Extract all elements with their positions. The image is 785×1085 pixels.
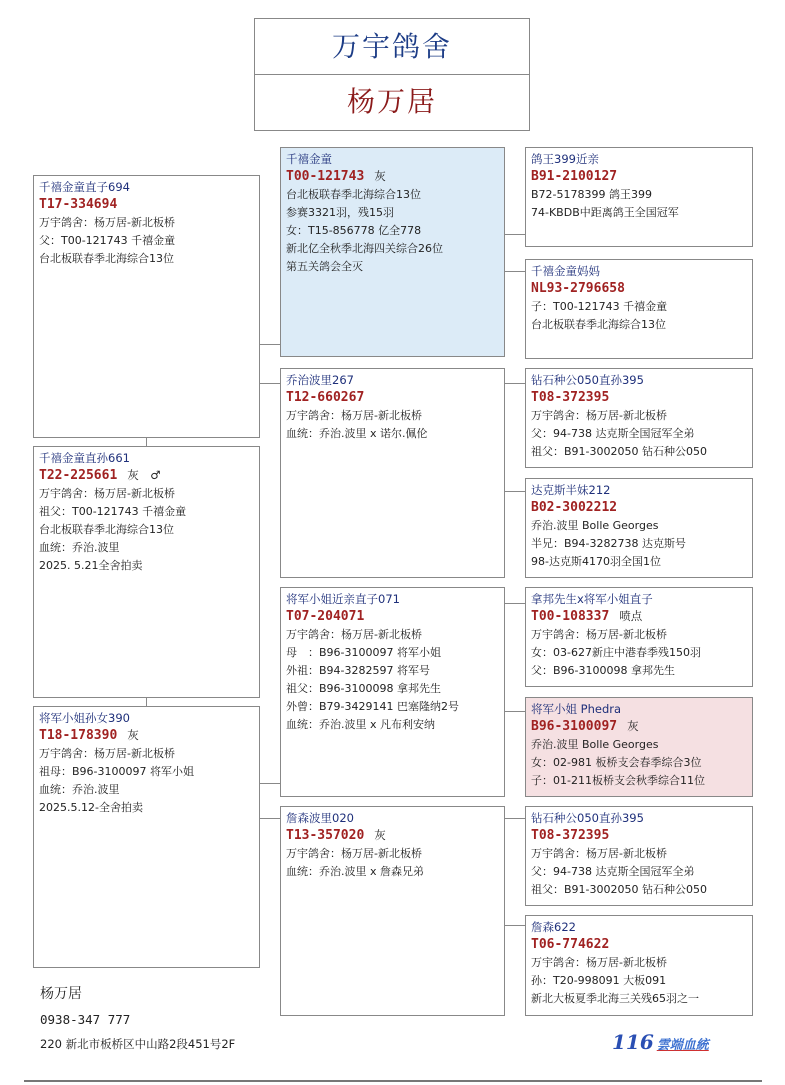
owner-title: 杨万居: [254, 74, 530, 131]
connector-line: [505, 711, 525, 712]
ring-number: NL93-2796658: [531, 281, 625, 296]
detail-line: 参赛3321羽，残15羽: [286, 206, 394, 219]
pigeon-name: 千禧金童妈妈: [531, 264, 600, 278]
grandparent-card[interactable]: [525, 806, 753, 906]
owner-name: 杨万居: [40, 986, 82, 1002]
detail-line: 万宇鸽舍：杨万居-新北板桥: [286, 409, 422, 422]
detail-line: 祖父：T00-121743 千禧金童: [39, 505, 187, 518]
ring-number: T17-334694: [39, 197, 118, 212]
parent-card[interactable]: [280, 587, 505, 797]
pigeon-name: 拿邦先生x将军小姐直子: [531, 592, 653, 606]
connector-line: [505, 271, 525, 272]
connector-line: [505, 603, 525, 604]
detail-line: 台北板联春季北海综合13位: [39, 523, 174, 536]
detail-line: 乔治.波里 Bolle Georges: [531, 738, 659, 751]
connector-line: [505, 925, 525, 926]
connector-line: [505, 234, 525, 235]
detail-line: 父：B96-3100098 拿邦先生: [531, 664, 675, 677]
detail-line: 台北板联春季北海综合13位: [286, 188, 421, 201]
ring-number: B96-3100097 灰: [531, 719, 639, 734]
pigeon-name: 将军小姐近亲直子071: [286, 592, 400, 606]
detail-line: 外祖：B94-3282597 将军号: [286, 664, 430, 677]
detail-line: 血统：乔治.波里: [39, 783, 120, 796]
pigeon-name: 千禧金童直子694: [39, 180, 130, 194]
pigeon-name: 詹森波里020: [286, 811, 354, 825]
logo-text: 雲端血統: [656, 1038, 709, 1053]
pigeon-name: 钻石种公050直孙395: [531, 373, 644, 387]
detail-line: 98-达克斯4170羽全国1位: [531, 555, 661, 568]
detail-line: 血统：乔治.波里 x 诺尔.佩伦: [286, 427, 428, 440]
detail-line: 外曾：B79-3429141 巴塞隆纳2号: [286, 700, 459, 713]
detail-line: 第五关鸽会全灭: [286, 260, 363, 273]
connector-line: [260, 383, 280, 384]
color-sex: 灰 ♂: [127, 468, 161, 482]
divider: [24, 1080, 762, 1082]
detail-line: 血统：乔治.波里 x 詹森兄弟: [286, 865, 424, 878]
subject-card[interactable]: [33, 446, 260, 698]
ring-number: T00-121743 灰: [286, 169, 386, 184]
detail-line: 女：T15-856778 亿全778: [286, 224, 422, 237]
pigeon-name: 千禧金童直孙661: [39, 451, 130, 465]
ring-number: B02-3002212: [531, 500, 618, 515]
detail-line: 74-KBDB中距离鸽王全国冠军: [531, 206, 679, 219]
pigeon-name: 将军小姐 Phedra: [531, 702, 622, 716]
color-sex: 灰: [627, 719, 639, 733]
detail-line: 子：T00-121743 千禧金童: [531, 300, 668, 313]
ring-number: T00-108337 喷点: [531, 609, 643, 624]
connector-line: [505, 383, 525, 384]
color-sex: 灰: [374, 828, 386, 842]
detail-line: 万宇鸽舍：杨万居-新北板桥: [531, 847, 667, 860]
detail-line: 祖父：B96-3100098 拿邦先生: [286, 682, 441, 695]
logo-number: 116: [612, 1030, 654, 1054]
grandparent-card[interactable]: [525, 478, 753, 578]
detail-line: 万宇鸽舍：杨万居-新北板桥: [286, 628, 422, 641]
detail-line: 万宇鸽舍：杨万居-新北板桥: [39, 487, 175, 500]
connector-line: [146, 697, 147, 706]
owner-address: 220 新北市板桥区中山路2段451号2F: [40, 1037, 236, 1051]
grandparent-card[interactable]: [525, 915, 753, 1016]
pigeon-name: 达克斯半妹212: [531, 483, 611, 497]
detail-line: 父：94-738 达克斯全国冠军全弟: [531, 427, 695, 440]
detail-line: 女：02-981 板桥支会春季综合3位: [531, 756, 702, 769]
detail-line: 乔治.波里 Bolle Georges: [531, 519, 659, 532]
ring-number: T08-372395: [531, 828, 610, 843]
pigeon-name: 将军小姐孙女390: [39, 711, 130, 725]
parent-card[interactable]: [280, 147, 505, 357]
detail-line: 万宇鸽舍：杨万居-新北板桥: [39, 216, 175, 229]
detail-line: 新北亿全秋季北海四关综合26位: [286, 242, 443, 255]
detail-line: 子：01-211板桥支会秋季综合11位: [531, 774, 705, 787]
detail-line: 父：94-738 达克斯全国冠军全弟: [531, 865, 695, 878]
detail-line: 台北板联春季北海综合13位: [531, 318, 666, 331]
parent-card[interactable]: [280, 806, 505, 1016]
detail-line: 祖父：B91-3002050 钻石种公050: [531, 445, 707, 458]
detail-line: 万宇鸽舍：杨万居-新北板桥: [531, 409, 667, 422]
detail-line: 祖父：B91-3002050 钻石种公050: [531, 883, 707, 896]
parent-card[interactable]: [280, 368, 505, 578]
ring-number: T07-204071: [286, 609, 365, 624]
detail-line: 母 ：B96-3100097 将军小姐: [286, 646, 441, 659]
detail-line: 万宇鸽舍：杨万居-新北板桥: [286, 847, 422, 860]
detail-line: 半兄：B94-3282738 达克斯号: [531, 537, 686, 550]
subject-card[interactable]: [33, 706, 260, 968]
detail-line: 新北大板夏季北海三关残65羽之一: [531, 992, 699, 1005]
detail-line: 血统：乔治.波里: [39, 541, 120, 554]
connector-line: [505, 491, 525, 492]
detail-line: 万宇鸽舍：杨万居-新北板桥: [531, 628, 667, 641]
detail-line: 万宇鸽舍：杨万居-新北板桥: [531, 956, 667, 969]
grandparent-card[interactable]: [525, 587, 753, 687]
pigeon-name: 詹森622: [531, 920, 576, 934]
ring-number: B91-2100127: [531, 169, 618, 184]
detail-line: 孙：T20-998091 大板091: [531, 974, 667, 987]
ring-number: T18-178390 灰: [39, 728, 139, 743]
connector-line: [260, 783, 280, 784]
detail-line: B72-5178399 鸽王399: [531, 188, 652, 201]
brand-logo: [612, 1030, 709, 1054]
grandparent-card[interactable]: [525, 697, 753, 797]
pigeon-name: 鸽王399近亲: [531, 152, 599, 166]
detail-line: 父：T00-121743 千禧金童: [39, 234, 176, 247]
ring-number: T06-774622: [531, 937, 610, 952]
detail-line: 女：03-627新庄中港春季残150羽: [531, 646, 701, 659]
color-sex: 喷点: [619, 609, 643, 623]
detail-line: 祖母：B96-3100097 将军小姐: [39, 765, 194, 778]
color-sex: 灰: [374, 169, 386, 183]
connector-line: [505, 818, 525, 819]
pigeon-name: 钻石种公050直孙395: [531, 811, 644, 825]
grandparent-card[interactable]: [525, 259, 753, 359]
pigeon-name: 千禧金童: [286, 152, 332, 166]
detail-line: 台北板联春季北海综合13位: [39, 252, 174, 265]
connector-line: [260, 344, 280, 345]
detail-line: 万宇鸽舍：杨万居-新北板桥: [39, 747, 175, 760]
owner-contact: [40, 983, 235, 1055]
pigeon-name: 乔治波里267: [286, 373, 354, 387]
grandparent-card[interactable]: [525, 368, 753, 468]
detail-line: 2025. 5.21全舍拍卖: [39, 559, 143, 572]
ring-number: T22-225661 灰 ♂: [39, 468, 161, 483]
owner-phone: 0938-347 777: [40, 1012, 131, 1027]
detail-line: 2025.5.12-全舍拍卖: [39, 801, 143, 814]
loft-title: 万宇鸽舍: [254, 18, 530, 75]
detail-line: 血统：乔治.波里 x 凡布利安纳: [286, 718, 435, 731]
ring-number: T13-357020 灰: [286, 828, 386, 843]
grandparent-card[interactable]: [525, 147, 753, 247]
connector-line: [260, 818, 280, 819]
ring-number: T08-372395: [531, 390, 610, 405]
subject-card[interactable]: [33, 175, 260, 438]
color-sex: 灰: [127, 728, 139, 742]
ring-number: T12-660267: [286, 390, 365, 405]
